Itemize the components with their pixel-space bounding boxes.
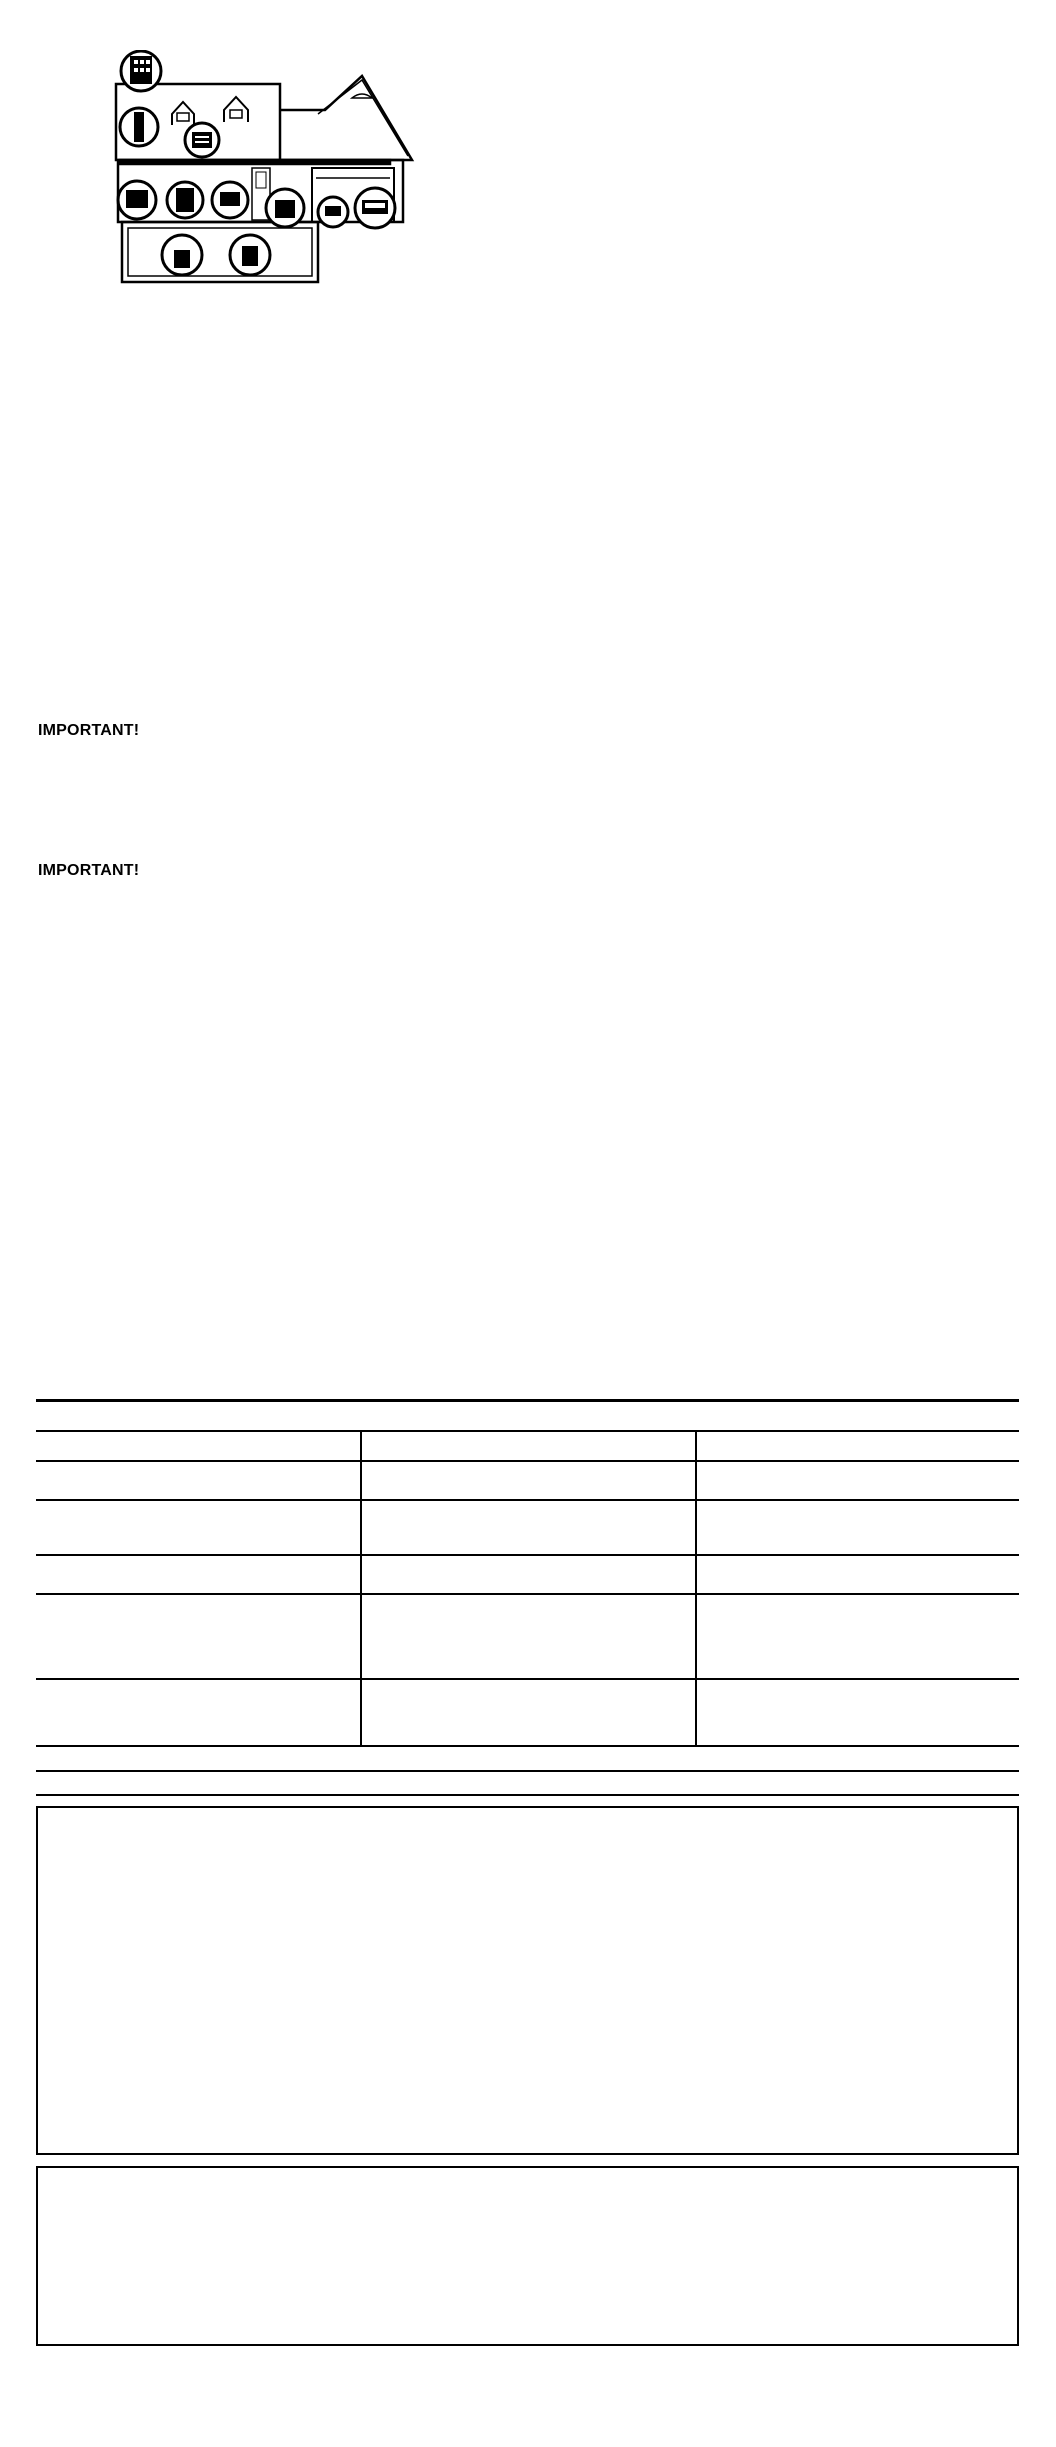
table-row-rule — [36, 1593, 1019, 1595]
content-box-2 — [36, 2166, 1019, 2346]
section-rule — [36, 1770, 1019, 1772]
content-box-1 — [36, 1806, 1019, 2155]
spec-table — [36, 1430, 1019, 1756]
table-column-divider — [695, 1430, 697, 1745]
table-column-divider — [360, 1430, 362, 1745]
table-row-rule — [36, 1678, 1019, 1680]
house-illustration — [110, 50, 420, 290]
section-rule — [36, 1399, 1019, 1402]
table-row-rule — [36, 1554, 1019, 1556]
table-bottom-rule — [36, 1745, 1019, 1747]
important-heading-1: IMPORTANT! — [38, 722, 140, 739]
table-row-rule — [36, 1460, 1019, 1462]
table-header-rule — [36, 1430, 1019, 1432]
table-row-rule — [36, 1499, 1019, 1501]
important-heading-2: IMPORTANT! — [38, 862, 140, 879]
section-rule — [36, 1794, 1019, 1796]
